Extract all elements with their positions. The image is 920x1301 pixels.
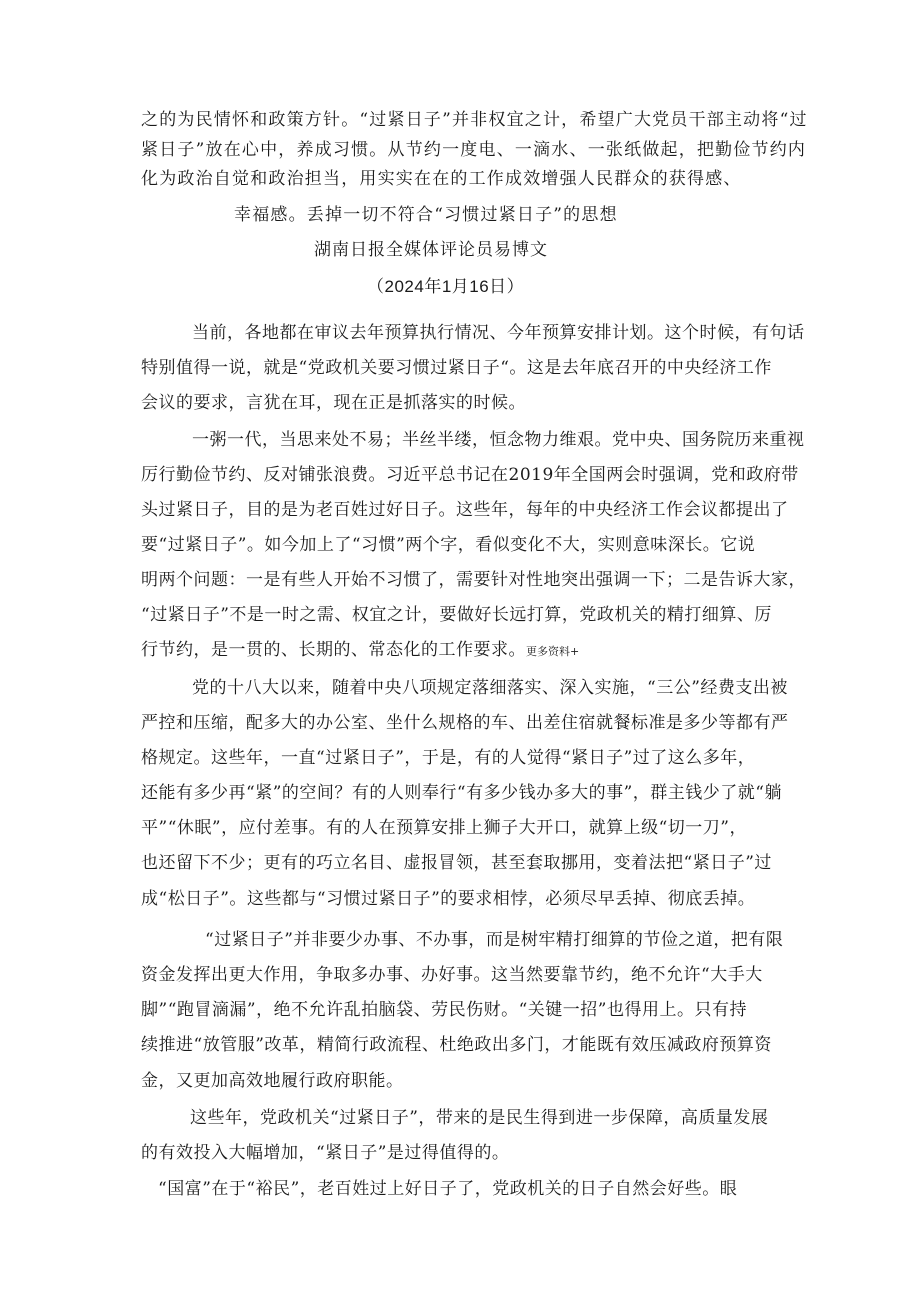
paragraph-line: 党的十八大以来，随着中央八项规定落细落实、深入实施，“三公”经费支出被 bbox=[192, 678, 788, 698]
paragraph-line: 平”“休眠”，应付差事。有的人在预算安排上狮子大开口，就算上级“切一刀”， bbox=[141, 818, 747, 838]
paragraph-line: 还能有多少再“紧”的空间？有的人则奉行“有多少钱办多大的事”，群主钱少了就“躺 bbox=[141, 783, 782, 803]
paragraph-line: 头过紧日子，目的是为老百姓过好日子。这些年，每年的中央经济工作会议都提出了 bbox=[141, 500, 789, 520]
article-byline: 湖南日报全媒体评论员易博文 bbox=[314, 240, 548, 260]
paragraph-line: 续推进“放管服”改革，精简行政流程、杜绝政出多门，才能既有效压减政府预算资 bbox=[141, 1035, 772, 1055]
paragraph-line: 严控和压缩，配多大的办公室、坐什么规格的车、出差住宿就餐标准是多少等都有严 bbox=[141, 713, 789, 733]
paragraph-line: 也还留下不少；更有的巧立名目、虚报冒领，甚至套取挪用，变着法把“紧日子”过 bbox=[141, 853, 772, 873]
intro-line: 紧日子”放在心中，养成习惯。从节约一度电、一滴水、一张纸做起，把勤俭节约内 bbox=[141, 140, 807, 160]
paragraph-line: 的有效投入大幅增加，“紧日子”是过得值得的。 bbox=[141, 1143, 510, 1163]
paragraph-line: 明两个问题：一是有些人开始不习惯了，需要针对性地突出强调一下；二是告诉大家， bbox=[141, 570, 806, 590]
paragraph-line: “过紧日子”并非要少办事、不办事，而是树牢精打细算的节俭之道，把有限 bbox=[205, 930, 784, 950]
paragraph-line: 当前，各地都在审议去年预算执行情况、今年预算安排计划。这个时候，有句话 bbox=[192, 323, 805, 343]
paragraph-line: 金，又更加高效地履行政府职能。 bbox=[141, 1071, 404, 1091]
intro-line: 化为政治自觉和政治担当，用实实在在的工作成效增强人民群众的获得感、 bbox=[141, 169, 742, 189]
more-info-link[interactable]: 更多资料+ bbox=[526, 645, 580, 658]
paragraph-line: 资金发挥出更大作用，争取多办事、办好事。这当然要靠节约，绝不允许“大手大 bbox=[141, 965, 763, 985]
paragraph-line: 特别值得一说，就是“党政机关要习惯过紧日子“。这是去年底召开的中央经济工作 bbox=[141, 358, 772, 378]
article-title: 幸福感。丢掉一切不符合“习惯过紧日子”的思想 bbox=[234, 205, 618, 225]
paragraph-line: 成“松日子”。这些都与“习惯过紧日子”的要求相悖，必须尽早丢掉、彻底丢掉。 bbox=[141, 889, 756, 909]
paragraph-line: 一粥一代，当思来处不易；半丝半缕，恒念物力维艰。党中央、国务院历来重视 bbox=[192, 430, 805, 450]
paragraph-line: 格规定。这些年，一直“过紧日子”，于是，有的人觉得“紧日子”过了这么多年， bbox=[141, 748, 756, 768]
paragraph-line: 厉行勤俭节约、反对铺张浪费。习近平总书记在2019年全国两会时强调，党和政府带 bbox=[141, 465, 799, 485]
article-date: （2024年1月16日） bbox=[367, 277, 525, 296]
paragraph-line: 要“过紧日子”。如今加上了“习惯”两个字，看似变化不大，实则意味深长。它说 bbox=[141, 535, 756, 555]
paragraph-line: “国富”在于“裕民”，老百姓过上好日子了，党政机关的日子自然会好些。眼 bbox=[158, 1179, 738, 1199]
paragraph-line: “过紧日子”不是一时之需、权宜之计，要做好长远打算，党政机关的精打细算、厉 bbox=[141, 605, 772, 625]
paragraph-text: 行节约，是一贯的、长期的、常态化的工作要求。 bbox=[141, 640, 526, 660]
paragraph-line: 会议的要求，言犹在耳，现在正是抓落实的时候。 bbox=[141, 393, 526, 413]
intro-line: 之的为民情怀和政策方针。“过紧日子”并非权宜之计，希望广大党员干部主动将“过 bbox=[141, 110, 808, 130]
paragraph-line bbox=[141, 635, 579, 660]
paragraph-line: 脚”“跑冒滴漏”，绝不允许乱拍脑袋、劳民伤财。“关键一招”也得用上。只有持 bbox=[141, 1000, 747, 1020]
paragraph-line: 这些年，党政机关“过紧日子”，带来的是民生得到进一步保障，高质量发展 bbox=[190, 1108, 769, 1128]
